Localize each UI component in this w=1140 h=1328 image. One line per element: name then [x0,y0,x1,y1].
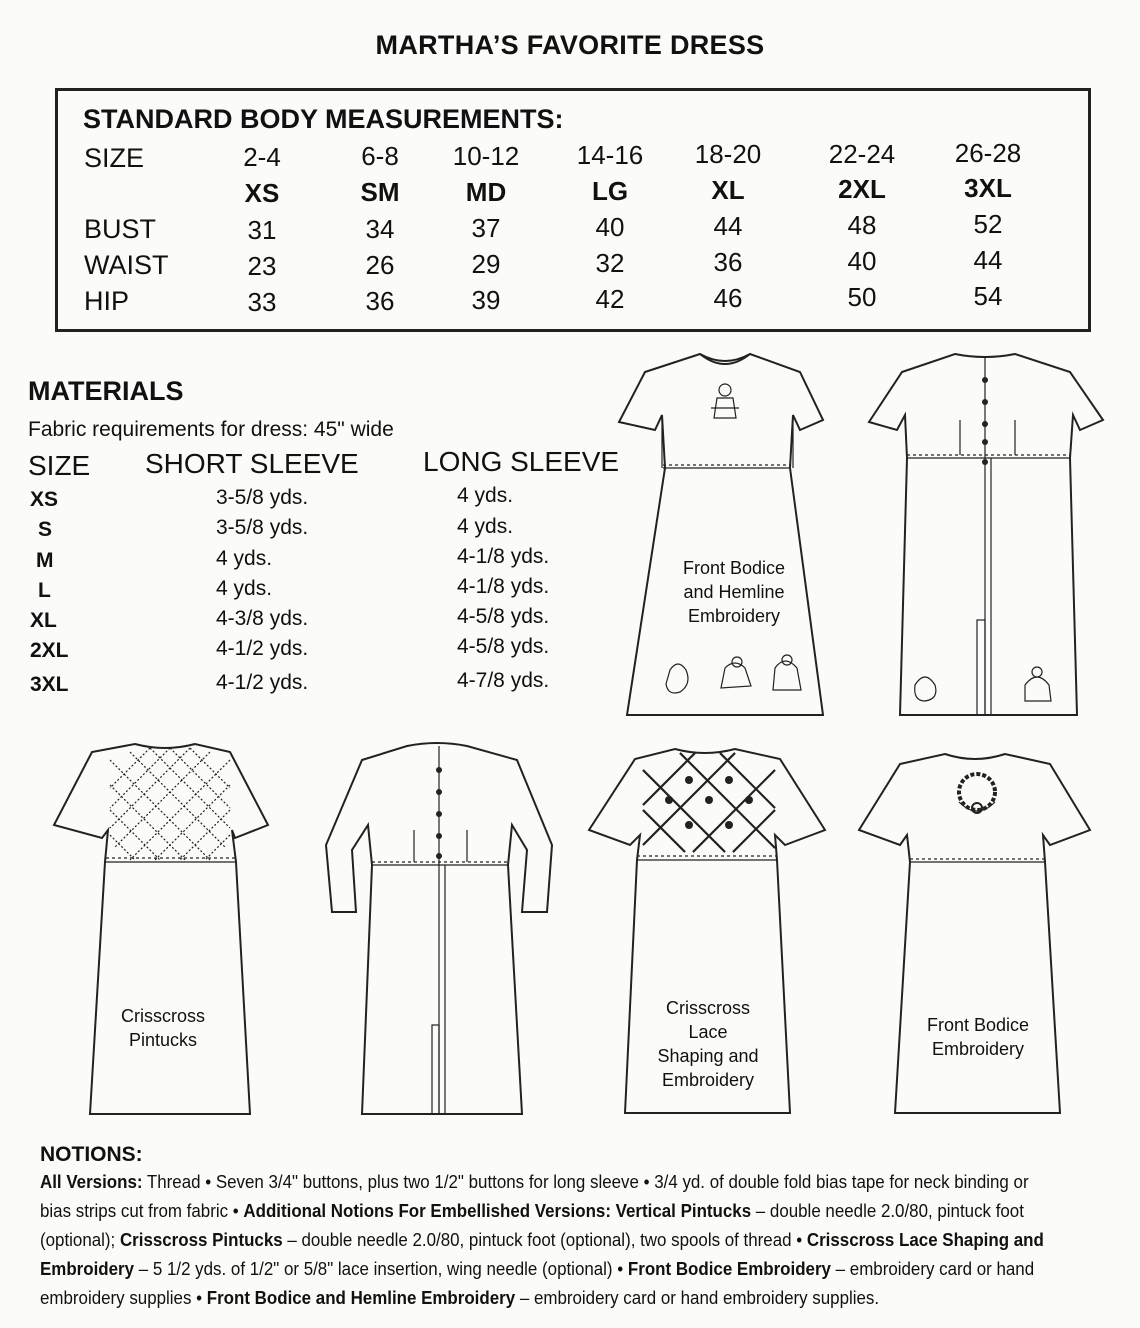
bust-row-label: BUST [84,214,157,244]
caption-line: Pintucks [128,1030,198,1050]
long-sleeve-yardage: 4-1/8 yds. [457,545,550,568]
long-sleeve-yardage: 4-5/8 yds. [457,635,550,658]
notions-text [40,1168,1044,1313]
materials-size: XS [30,488,59,511]
size-code: XL [711,175,745,205]
notions-label: All Versions: [40,1172,143,1192]
materials-heading: MATERIALS [28,376,184,406]
caption-line: Front Bodice [682,558,786,578]
caption-line: Crisscross [666,998,750,1018]
hip-value: 36 [365,286,395,316]
hemline-embroidery-icon [915,667,1051,701]
waist-value: 40 [847,246,877,276]
hip-value: 50 [847,282,877,312]
size-range: 18-20 [694,139,762,169]
notions-item: – double needle 2.0/80, pintuck foot (optional); [40,1201,1024,1250]
long-sleeve-yardage: 4-5/8 yds. [457,605,550,628]
caption-front-hemline [664,556,804,628]
bust-value: 44 [713,211,743,241]
materials-size: L [38,579,51,602]
caption-line: Crisscross [121,1006,205,1026]
long-sleeve-yardage: 4 yds. [457,515,514,538]
caption-line: Shaping and [657,1046,759,1066]
short-sleeve-yardage: 4-3/8 yds. [216,607,309,630]
caption-line: Embroidery [931,1039,1025,1059]
dress-crisscross-pintucks-illustration [50,740,280,1120]
hip-value: 39 [471,285,501,315]
notions-item: – embroidery card or hand embroidery supplies • [40,1259,1035,1308]
materials-size: S [38,518,53,541]
notions-label: Front Bodice and Hemline Embroidery [206,1288,516,1308]
dress-back-hemline-illustration [865,350,1110,720]
bust-value: 31 [247,215,277,245]
long-sleeve-yardage: 4 yds. [457,484,514,507]
size-range: 22-24 [828,139,896,169]
caption-line: Embroidery [687,606,781,626]
size-range: 6-8 [361,141,399,171]
hemline-embroidery-icon [666,655,801,693]
bust-value: 40 [595,212,625,242]
long-sleeve-header: LONG SLEEVE [423,446,620,477]
materials-size: M [36,549,54,572]
notions-item: – 5 1/2 yds. of 1/2" or 5/8" lace insertion, wing needle (optional) • [134,1259,628,1279]
short-sleeve-header: SHORT SLEEVE [145,448,359,479]
hip-value: 46 [713,283,743,313]
notions-label: Additional Notions For Embellished Versions: Vertical Pintucks [243,1201,752,1221]
size-code: SM [360,177,400,207]
short-sleeve-yardage: 4 yds. [216,577,273,600]
hip-value: 54 [973,281,1003,311]
caption-line: Lace [688,1022,728,1042]
bust-value: 52 [973,209,1003,239]
size-code: 2XL [838,174,886,204]
waist-row-label: WAIST [84,250,169,280]
short-sleeve-yardage: 4-1/2 yds. [216,637,309,660]
size-code: MD [465,177,507,207]
size-range: 26-28 [954,138,1022,168]
size-row-label: SIZE [84,143,145,173]
waist-value: 26 [365,250,395,280]
notions-item: – embroidery card or hand embroidery supplies. [515,1288,880,1308]
short-sleeve-yardage: 3-5/8 yds. [216,486,309,509]
short-sleeve-yardage: 4 yds. [216,547,273,570]
waist-value: 23 [247,251,277,281]
caption-line: Front Bodice [926,1015,1030,1035]
size-code: LG [591,176,629,206]
materials-size-header: SIZE [28,450,91,481]
waist-value: 32 [595,248,625,278]
dress-back-long-sleeve-illustration [322,740,557,1120]
size-range: 10-12 [452,141,520,171]
caption-line: Embroidery [661,1070,755,1090]
bust-value: 37 [471,213,501,243]
caption-line: and Hemline [683,582,785,602]
waist-value: 36 [713,247,743,277]
measurements-heading: STANDARD BODY MEASUREMENTS: [83,104,564,134]
materials-size: 2XL [30,639,69,662]
size-code: 3XL [964,173,1012,203]
long-sleeve-yardage: 4-1/8 yds. [457,575,550,598]
fabric-requirements: Fabric requirements for dress: 45" wide [28,418,394,441]
notions-heading: NOTIONS: [40,1143,143,1166]
size-range: 2-4 [243,142,281,172]
waist-value: 44 [973,245,1003,275]
notions-label: Crisscross Pintucks [119,1230,283,1250]
notions-label: Crisscross Lace Shaping and Embroidery [40,1230,1044,1279]
short-sleeve-yardage: 4-1/2 yds. [216,671,309,694]
embroidery-motif-icon [711,384,739,418]
hip-row-label: HIP [84,286,130,316]
caption-crisscross-lace [638,996,778,1092]
hip-value: 42 [595,284,625,314]
waist-value: 29 [471,249,501,279]
notions-item: – double needle 2.0/80, pintuck foot (optional), two spools of thread • [282,1230,807,1250]
long-sleeve-yardage: 4-7/8 yds. [457,669,550,692]
bust-value: 34 [365,214,395,244]
caption-crisscross-pintucks [103,1004,223,1052]
bust-value: 48 [847,210,877,240]
notions-label: Front Bodice Embroidery [627,1259,831,1279]
lace-lattice-icon [643,753,775,852]
caption-front-bodice [908,1013,1048,1061]
size-range: 14-16 [576,140,644,170]
notions-item: Thread • Seven 3/4" buttons, plus two 1/2" buttons for long sleeve • 3/4 yd. of double fold bias tape for neck binding or bias strips cut from fabric • [40,1172,1029,1221]
short-sleeve-yardage: 3-5/8 yds. [216,516,309,539]
materials-size: XL [30,609,57,632]
dress-front-bodice-illustration [855,750,1095,1120]
size-code: XS [244,178,280,208]
pintuck-grid-icon [110,748,230,860]
materials-size: 3XL [30,673,69,696]
wreath-embroidery-icon [959,774,995,813]
dress-front-hemline-illustration [615,350,845,720]
page-title: MARTHA’S FAVORITE DRESS [375,30,765,60]
hip-value: 33 [247,287,277,317]
